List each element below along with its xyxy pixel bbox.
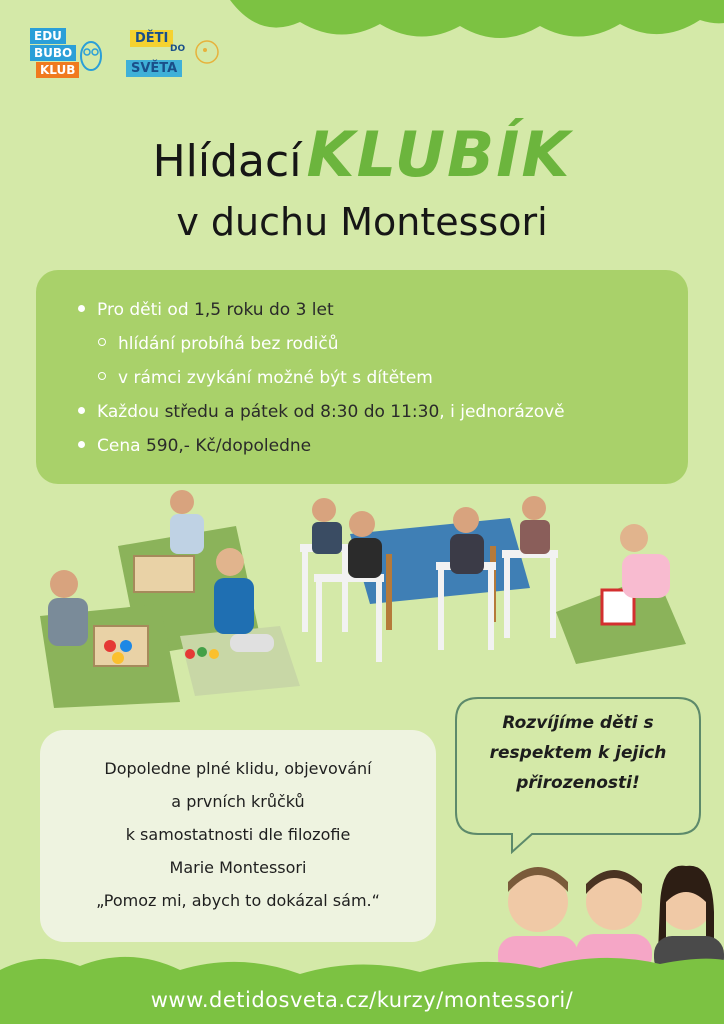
philosophy-text-box bbox=[40, 730, 436, 942]
logo-text-klub: KLUB bbox=[36, 62, 79, 78]
info-item-age-value: 1,5 roku do 3 let bbox=[194, 300, 334, 320]
poster-subtitle: v duchu Montessori bbox=[176, 200, 548, 244]
info-item-schedule-note: , i jednorázově bbox=[439, 402, 565, 422]
info-item-schedule bbox=[78, 402, 565, 422]
info-box bbox=[36, 270, 688, 484]
logo-text-deti: DĚTI bbox=[130, 30, 173, 47]
bottom-wave-band bbox=[0, 950, 724, 1024]
logo-text-bubo: BUBO bbox=[30, 45, 76, 61]
bullet-icon bbox=[78, 407, 85, 414]
philosophy-line-1: Dopoledne plné klidu, objevování bbox=[104, 759, 372, 778]
philosophy-line-4: Marie Montessori bbox=[169, 858, 307, 877]
philosophy-motto: „Pomoz mi, abych to dokázal sám.“ bbox=[96, 891, 380, 910]
info-item-age bbox=[78, 300, 334, 320]
logo-text-do: DO bbox=[170, 44, 186, 54]
children-at-table-photo bbox=[290, 494, 560, 670]
website-url[interactable]: www.detidosveta.cz/kurzy/montessori/ bbox=[150, 988, 574, 1012]
bubble-line-3: přirozenosti! bbox=[516, 773, 640, 793]
philosophy-line-3: k samostatnosti dle filozofie bbox=[125, 825, 351, 844]
info-item-price-label: Cena bbox=[97, 436, 146, 456]
speech-bubble-text bbox=[462, 708, 694, 798]
logo-text-edu: EDU bbox=[30, 28, 66, 44]
bubble-line-2: respektem k jejich bbox=[489, 743, 667, 763]
sub-bullet-icon bbox=[98, 338, 106, 346]
edu-bubo-klub-logo bbox=[30, 28, 104, 84]
bubble-line-1: Rozvíjíme děti s bbox=[502, 713, 654, 733]
philosophy-line-2: a prvních krůčků bbox=[171, 792, 305, 811]
info-subitem-with-child-text: v rámci zvykání možné být s dítětem bbox=[118, 368, 433, 388]
logo-text-sveta: SVĚTA bbox=[126, 60, 182, 77]
owl-icon bbox=[78, 38, 104, 72]
info-subitem-no-parents bbox=[98, 334, 338, 354]
deti-do-sveta-logo bbox=[124, 24, 220, 84]
bullet-icon bbox=[78, 305, 85, 312]
sub-bullet-icon bbox=[98, 372, 106, 380]
children-playing-photo bbox=[30, 486, 320, 710]
info-item-age-label: Pro děti od bbox=[97, 300, 195, 320]
bullet-icon bbox=[78, 441, 85, 448]
title-word-hlidaci: Hlídací bbox=[152, 136, 302, 187]
poster-title bbox=[0, 118, 724, 191]
info-subitem-no-parents-text: hlídání probíhá bez rodičů bbox=[118, 334, 339, 354]
info-subitem-with-child bbox=[98, 368, 433, 388]
info-item-schedule-label: Každou bbox=[97, 402, 165, 422]
info-item-price bbox=[78, 436, 311, 456]
info-item-price-value: 590,- Kč/dopoledne bbox=[145, 436, 312, 456]
child-on-rug-photo bbox=[556, 514, 696, 664]
title-word-klubik: KLUBÍK bbox=[306, 118, 572, 191]
globe-icon bbox=[194, 36, 220, 68]
top-wave-decoration bbox=[230, 0, 724, 40]
info-item-schedule-value: středu a pátek od 8:30 do 11:30 bbox=[164, 402, 440, 422]
